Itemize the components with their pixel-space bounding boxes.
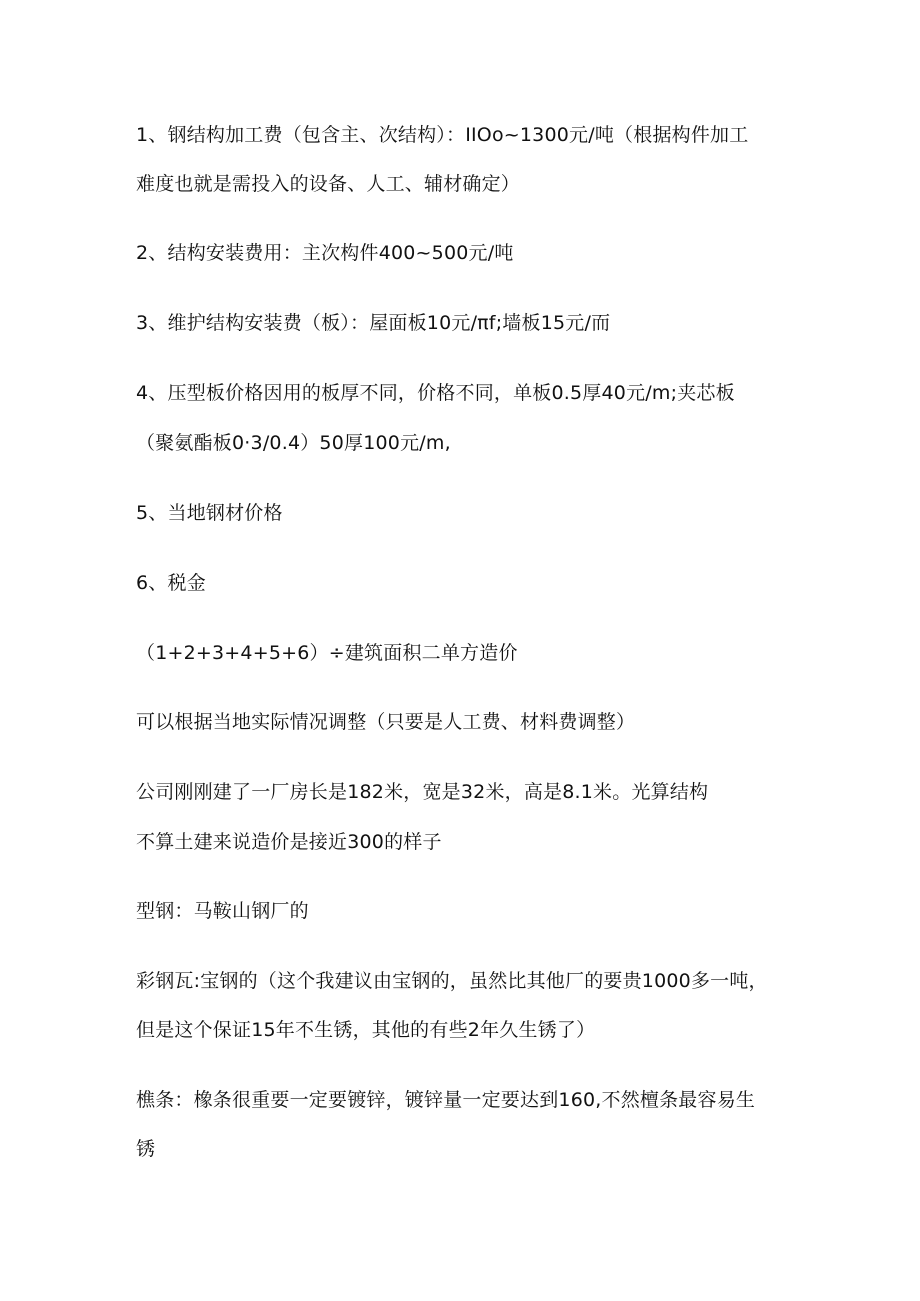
line-cost-item-4-continued: （聚氨酯板0·3/0.4）50厚100元/m, — [136, 432, 451, 454]
line-cost-item-2: 2、结构安装费用：主次构件400~500元/吨 — [136, 242, 514, 264]
line-adjustment-note: 可以根据当地实际情况调整（只要是人工费、材料费调整） — [136, 711, 636, 733]
line-cost-item-3: 3、维护结构安装费（板）：屋面板10元/πf;墙板15元/而 — [136, 312, 611, 334]
line-cost-item-6: 6、税金 — [136, 572, 206, 594]
line-section-steel: 型钢：马鞍山钢厂的 — [136, 900, 309, 922]
line-color-steel-tile: 彩钢瓦:宝钢的（这个我建议由宝钢的，虽然比其他厂的要贵1000多一吨， — [136, 970, 768, 992]
line-cost-item-4: 4、压型板价格因用的板厚不同，价格不同，单板0.5厚40元/m;夹芯板 — [136, 382, 735, 404]
line-cost-item-1: 1、钢结构加工费（包含主、次结构）：IIOo~1300元/吨（根据构件加工 — [136, 124, 749, 146]
line-factory-example: 公司刚刚建了一厂房长是182米，宽是32米，高是8.1米。光算结构 — [136, 781, 709, 803]
line-formula: （1+2+3+4+5+6）÷建筑面积二单方造价 — [136, 642, 518, 664]
line-cost-item-5: 5、当地钢材价格 — [136, 502, 283, 524]
line-purlin: 樵条：橡条很重要一定要镀锌，镀锌量一定要达到160,不然檀条最容易生 — [136, 1089, 756, 1111]
line-color-steel-tile-continued: 但是这个保证15年不生锈，其他的有些2年久生锈了） — [136, 1019, 596, 1041]
line-cost-item-1-continued: 难度也就是需投入的设备、人工、辅材确定） — [136, 173, 521, 195]
line-factory-example-continued: 不算土建来说造价是接近300的样子 — [136, 831, 442, 853]
line-purlin-continued: 锈 — [136, 1138, 156, 1160]
